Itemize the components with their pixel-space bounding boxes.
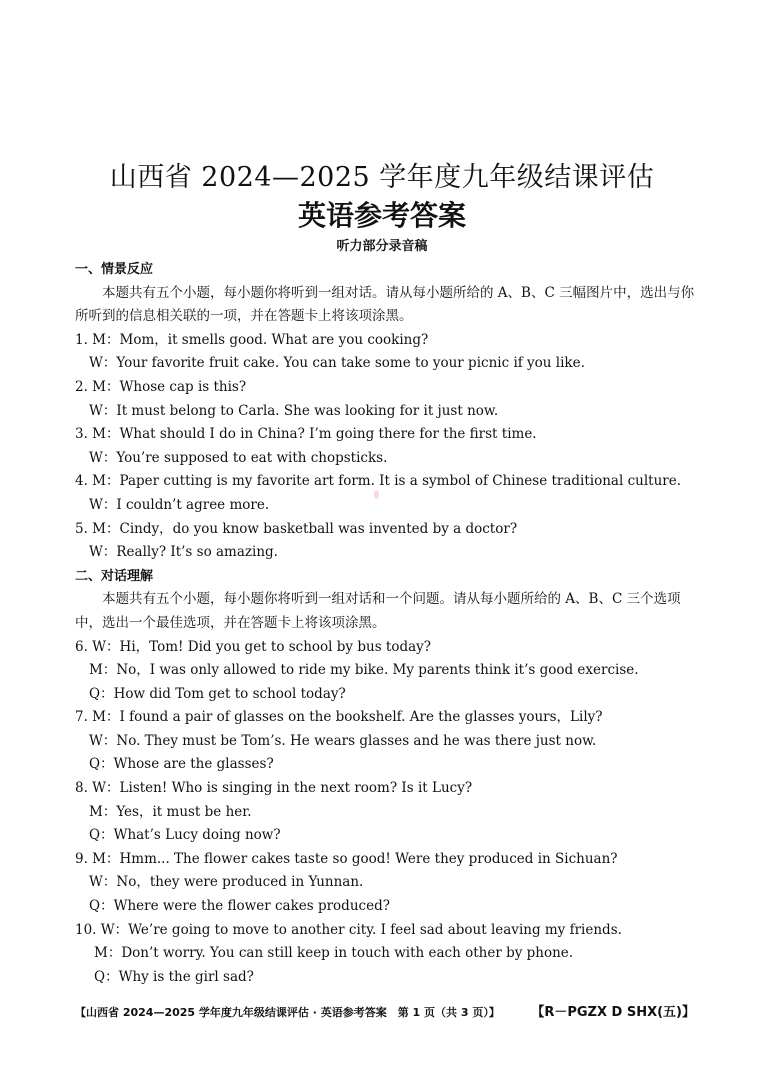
dialogue-line: W：No. They must be Tom’s. He wears glasses and he was there just now.	[89, 732, 597, 749]
dialogue-line: 7. M：I found a pair of glasses on the bookshelf. Are the glasses yours，Lily?	[75, 709, 603, 726]
dialogue-line: 1. M：Mom，it smells good. What are you cooking?	[75, 331, 429, 348]
dialogue-line: W：No，they were produced in Yunnan.	[89, 874, 364, 891]
dialogue-line: 5. M：Cindy，do you know basketball was invented by a doctor?	[75, 520, 518, 537]
dialogue-line: W：It must belong to Carla. She was looking for it just now.	[89, 402, 499, 419]
dialogue-line: M：No，I was only allowed to ride my bike. My parents think it’s good exercise.	[89, 662, 639, 679]
dialogue-line: M：Don’t worry. You can still keep in touch with each other by phone.	[94, 945, 574, 962]
document-body	[75, 258, 695, 989]
dialogue-line: W：Really? It’s so amazing.	[89, 544, 278, 561]
footer-page-info: 【山西省 2024—2025 学年度九年级结课评估 · 英语参考答案 第 1 页（共 3 页）】	[75, 1006, 500, 1019]
dialogue-line: 10. W：We’re going to move to another city. I feel sad about leaving my friends.	[75, 921, 622, 938]
dialogue-line: 9. M：Hmm... The flower cakes taste so good! Were they produced in Sichuan?	[75, 850, 618, 867]
dialogue-line: 8. W：Listen! Who is singing in the next room? Is it Lucy?	[75, 780, 473, 797]
question-line: Q：What’s Lucy doing now?	[89, 827, 281, 844]
footer-code: 【R－PGZX D SHX(五)】	[531, 1005, 695, 1020]
dialogue-line: W：I couldn’t agree more.	[89, 496, 270, 513]
document-title: 山西省 2024—2025 学年度九年级结课评估	[109, 162, 655, 193]
question-line: Q：Whose are the glasses?	[89, 756, 274, 773]
dialogue-line: W：You’re supposed to eat with chopsticks.	[89, 449, 388, 466]
part2-instructions: 本题共有五个小题，每小题你将听到一组对话和一个问题。请从每小题所给的 A、B、C 三个选项中，选出一个最佳选项，并在答题卡上将该项涂黑。	[75, 591, 681, 631]
part1-instructions: 本题共有五个小题，每小题你将听到一组对话。请从每小题所给的 A、B、C 三幅图片中，选出与你所听到的信息相关联的一项，并在答题卡上将该项涂黑。	[75, 284, 695, 325]
section-title: 听力部分录音稿	[336, 239, 428, 254]
part1-heading: 一、情景反应	[75, 262, 154, 277]
document-subtitle: 英语参考答案	[297, 199, 466, 232]
question-line: Q：How did Tom get to school today?	[89, 685, 346, 702]
part2-heading: 二、对话理解	[75, 568, 154, 584]
dialogue-line: 6. W：Hi，Tom! Did you get to school by bus today?	[75, 638, 432, 655]
question-line: Q：Why is the girl sad?	[94, 968, 254, 985]
dialogue-line: W：Your favorite fruit cake. You can take some to your picnic if you like.	[89, 355, 585, 372]
dialogue-line: 3. M：What should I do in China? I’m going there for the first time.	[75, 426, 537, 443]
dialogue-line: 4. M：Paper cutting is my favorite art form. It is a symbol of Chinese traditional culture.	[75, 473, 682, 490]
dialogue-line: 2. M：Whose cap is this?	[75, 378, 247, 395]
dialogue-line: M：Yes，it must be her.	[89, 803, 252, 820]
question-line: Q：Where were the flower cakes produced?	[89, 898, 390, 915]
